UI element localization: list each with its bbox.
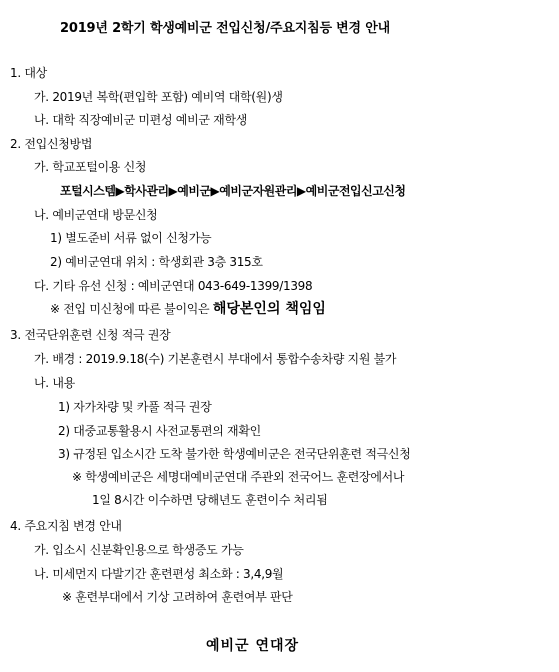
section-3-item-b: 나. 내용: [34, 376, 75, 390]
section-3-item-a: 가. 배경 : 2019.9.18(수) 기본훈련시 부대에서 통합수송차량 지원 불가: [34, 352, 397, 366]
section-2-item-a: 가. 학교포털이용 신청: [34, 160, 147, 174]
section-1-item-b: 나. 대학 직장예비군 미편성 예비군 재학생: [34, 113, 248, 127]
section-2-heading: 2. 전입신청방법: [10, 137, 93, 151]
section-4-note: ※ 훈련부대에서 기상 고려하여 훈련여부 판단: [62, 590, 293, 604]
section-4-item-a: 가. 입소시 신분확인용으로 학생증도 가능: [34, 543, 244, 557]
section-3-note-line1: ※ 학생예비군은 세명대예비군연대 주관외 전국어느 훈련장에서나: [72, 470, 405, 484]
section-2-item-c: 다. 기타 유선 신청 : 예비군연대 043-649-1399/1398: [34, 279, 313, 293]
section-2-item-b1: 1) 별도준비 서류 없이 신청가능: [50, 231, 212, 245]
section-2-item-b2: 2) 예비군연대 위치 : 학생회관 3층 315호: [50, 255, 263, 269]
section-2-note-emphasis: 해당본인의 책임임: [212, 301, 326, 317]
section-4-heading: 4. 주요지침 변경 안내: [10, 519, 122, 533]
document-title: 2019년 2학기 학생예비군 전입신청/주요지침등 변경 안내: [60, 21, 390, 36]
section-4-item-b: 나. 미세먼지 다발기간 훈련편성 최소화 : 3,4,9월: [34, 567, 284, 581]
document-signature: 예비군 연대장: [206, 638, 300, 654]
section-2-note: [50, 301, 326, 317]
portal-menu-path: 포털시스템▶학사관리▶예비군▶예비군자원관리▶예비군전입신고신청: [60, 184, 406, 198]
section-3-item-b3: 3) 규정된 입소시간 도착 불가한 학생예비군은 전국단위훈련 적극신청: [58, 447, 411, 461]
section-2-note-text: ※ 전입 미신청에 따른 불이익은: [50, 302, 213, 316]
section-3-note-line2: 1일 8시간 이수하면 당해년도 훈련이수 처리됨: [92, 493, 328, 507]
section-1-item-a: 가. 2019년 복학(편입학 포함) 예비역 대학(원)생: [34, 90, 283, 104]
section-2-item-b: 나. 예비군연대 방문신청: [34, 208, 158, 222]
section-1-heading: 1. 대상: [10, 66, 47, 80]
section-3-item-b2: 2) 대중교통활용시 사전교통편의 재확인: [58, 424, 261, 438]
section-3-item-b1: 1) 자가차량 및 카풀 적극 권장: [58, 400, 212, 414]
section-3-heading: 3. 전국단위훈련 신청 적극 권장: [10, 328, 171, 342]
